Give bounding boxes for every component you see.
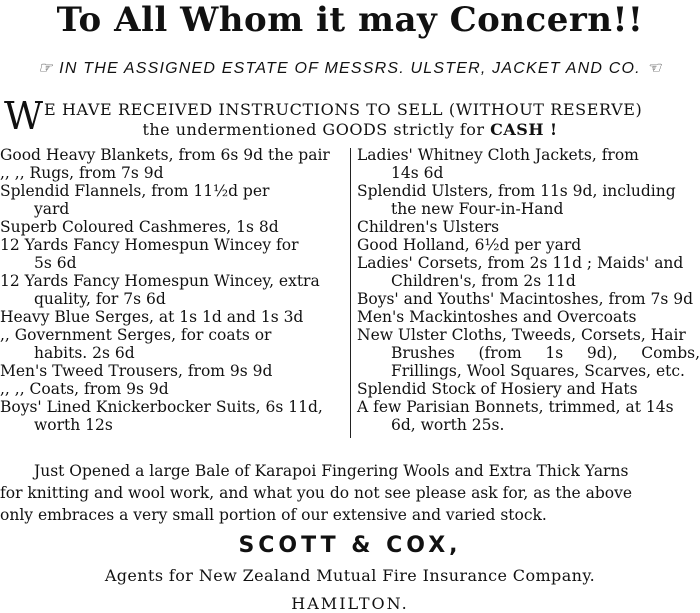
goods-item-continuation: 14s 6d <box>391 164 444 182</box>
goods-item-text: Splendid Stock of Hosiery and Hats <box>357 380 638 398</box>
goods-item-text: Superb Coloured Cashmeres, 1s 8d <box>0 218 279 236</box>
firm-name: SCOTT & COX, <box>238 533 462 558</box>
goods-item <box>0 236 346 272</box>
goods-item-text: New Ulster Cloths, Tweeds, Corsets, Hair <box>357 326 686 344</box>
goods-item-continuation: quality, for 7s 6d <box>34 290 166 308</box>
goods-item-text: Boys' and Youths' Macintoshes, from 7s 9d <box>357 290 694 308</box>
goods-item-continuation: 6d, worth 25s. <box>391 416 505 434</box>
closing-paragraph <box>0 460 700 526</box>
goods-item <box>357 326 700 380</box>
goods-item-text: Boys' Lined Knickerbocker Suits, 6s 11d, <box>0 398 323 416</box>
goods-item <box>357 182 700 218</box>
goods-item-text: ,, ,, Rugs, from 7s 9d <box>0 164 164 182</box>
column-divider <box>350 148 351 438</box>
closing-line-3: only embraces a very small portion of our extensive and varied stock. <box>0 506 547 524</box>
goods-item <box>0 326 346 362</box>
goods-item <box>0 308 346 326</box>
goods-item <box>0 398 346 434</box>
goods-item-continuation: worth 12s <box>34 416 113 434</box>
goods-item-text: Ladies' Corsets, from 2s 11d ; Maids' and <box>357 254 684 272</box>
goods-item-text: Ladies' Whitney Cloth Jackets, from <box>357 146 639 164</box>
goods-item <box>0 182 346 218</box>
goods-item-text: Good Holland, 6½d per yard <box>357 236 582 254</box>
place-name: HAMILTON. <box>291 594 409 613</box>
goods-item <box>0 272 346 308</box>
goods-item <box>357 380 700 398</box>
goods-item-continuation: the new Four-in-Hand <box>391 200 564 218</box>
closing-line-1: Just Opened a large Bale of Karapoi Fingering Wools and Extra Thick Yarns <box>34 462 629 480</box>
goods-item <box>357 290 700 308</box>
goods-item-text: Children's Ulsters <box>357 218 500 236</box>
goods-item-text: Men's Mackintoshes and Overcoats <box>357 308 637 326</box>
goods-item-text: Splendid Flannels, from 11½d per <box>0 182 270 200</box>
goods-item <box>357 254 700 290</box>
goods-item-continuation: 5s 6d <box>34 254 77 272</box>
drop-cap: W <box>4 94 44 138</box>
goods-item <box>0 146 346 164</box>
goods-item-text: Good Heavy Blankets, from 6s 9d the pair <box>0 146 330 164</box>
agents-line: Agents for New Zealand Mutual Fire Insurance Company. <box>104 566 596 585</box>
intro-text: the undermentioned GOODS strictly for <box>142 120 491 139</box>
goods-item-continuation: Children's, from 2s 11d <box>391 272 576 290</box>
right-goods-column <box>357 146 700 434</box>
goods-item-text: Men's Tweed Trousers, from 9s 9d <box>0 362 273 380</box>
intro-line-2 <box>0 120 700 139</box>
goods-item-text: Heavy Blue Serges, at 1s 1d and 1s 3d <box>0 308 304 326</box>
goods-item <box>357 146 700 182</box>
goods-item-text: ,, ,, Coats, from 9s 9d <box>0 380 169 398</box>
goods-item-text: A few Parisian Bonnets, trimmed, at 14s <box>357 398 674 416</box>
left-goods-column <box>0 146 346 434</box>
intro-line-1: E HAVE RECEIVED INSTRUCTIONS TO SELL (WITHOUT RESERVE) <box>44 100 643 119</box>
goods-item <box>357 308 700 326</box>
goods-item-continuation: yard <box>34 200 70 218</box>
goods-item <box>357 236 700 254</box>
headline: To All Whom it may Concern!! <box>56 0 644 40</box>
goods-item-text: 12 Yards Fancy Homespun Wincey, extra <box>0 272 320 290</box>
goods-item <box>0 380 346 398</box>
goods-item <box>357 398 700 434</box>
goods-item <box>0 218 346 236</box>
goods-item-continuation: habits. 2s 6d <box>34 344 135 362</box>
goods-item-text: Splendid Ulsters, from 11s 9d, including <box>357 182 676 200</box>
goods-item <box>0 362 346 380</box>
goods-item-text: 12 Yards Fancy Homespun Wincey for <box>0 236 299 254</box>
closing-line-2: for knitting and wool work, and what you do not see please ask for, as the above <box>0 484 633 502</box>
cash-emphasis: CASH ! <box>490 120 558 139</box>
goods-item-continuation: Brushes (from 1s 9d), Combs, Frillings, Wool Squares, Scarves, etc. <box>391 344 700 380</box>
goods-item <box>0 164 346 182</box>
goods-item-text: ,, Government Serges, for coats or <box>0 326 272 344</box>
goods-item <box>357 218 700 236</box>
estate-subtitle: ☞ IN THE ASSIGNED ESTATE OF MESSRS. ULSTER, JACKET AND CO. ☜ <box>37 60 663 77</box>
